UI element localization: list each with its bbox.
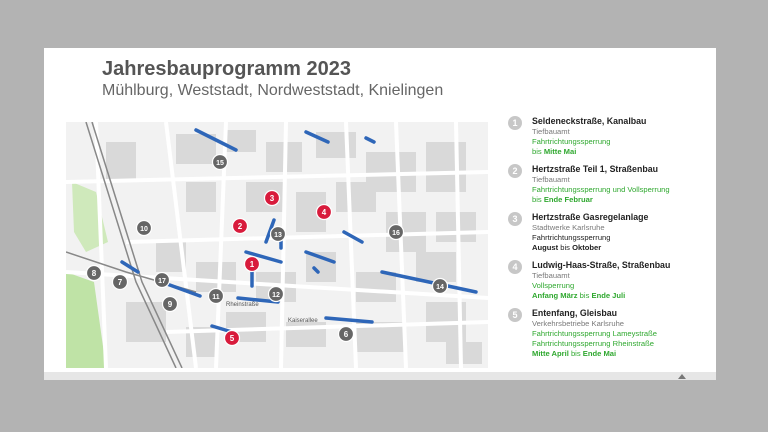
legend-date-mid: bis <box>568 349 583 358</box>
map-marker-15 <box>213 155 228 170</box>
map-marker-label: 14 <box>436 284 444 291</box>
construction-map <box>66 122 488 368</box>
legend-title: Ludwig-Haas-Straße, Straßenbau <box>532 260 671 270</box>
map-marker-label: 5 <box>229 334 235 343</box>
legend-closure-2: Fahrtrichtungssperrung Rheinstraße <box>532 339 654 348</box>
legend-org: Tiefbauamt <box>532 175 570 184</box>
map-marker-6 <box>339 327 354 342</box>
legend-date-start: Anfang März <box>532 291 578 300</box>
legend-date-mid: bis <box>577 291 592 300</box>
map-marker-label: 16 <box>392 230 400 237</box>
legend-date-end: Mitte Mai <box>543 147 577 156</box>
map-marker-4 <box>317 205 332 220</box>
map-marker-8 <box>87 266 102 281</box>
legend-title: Entenfang, Gleisbau <box>532 308 618 318</box>
legend-title: Hertzstraße Gasregelanlage <box>532 212 649 222</box>
legend-closure: Vollsperrung <box>532 281 575 290</box>
legend-date-prefix: bis <box>532 147 544 156</box>
legend-date-end: Ende Juli <box>591 291 626 300</box>
scroll-up-icon[interactable] <box>678 374 686 379</box>
presentation-slide <box>44 48 716 378</box>
legend-closure: Fahrtrichtungssperrung <box>532 233 611 242</box>
map-marker-label: 6 <box>343 330 349 339</box>
legend-date-end: Oktober <box>572 243 602 252</box>
street-label-kaiserallee: Kaiserallee <box>288 318 318 324</box>
map-marker-9 <box>163 297 178 312</box>
map-marker-label: 2 <box>237 222 243 231</box>
legend-closure: Fahrtrichtungssperrung <box>532 137 611 146</box>
map-marker-label: 3 <box>269 194 275 203</box>
legend-number: 1 <box>508 116 522 130</box>
map-marker-17 <box>155 273 170 288</box>
map-marker-label: 15 <box>216 160 224 167</box>
map-marker-label: 1 <box>249 260 255 269</box>
map-marker-11 <box>209 289 224 304</box>
map-marker-2 <box>233 219 248 234</box>
map-marker-12 <box>269 287 284 302</box>
legend-closure: Fahrtrichtungssperrung Lameystraße <box>532 329 657 338</box>
legend-date-start: Mitte April <box>532 349 569 358</box>
map-marker-7 <box>113 275 128 290</box>
map-marker-5 <box>225 331 240 346</box>
legend-title: Seldeneckstraße, Kanalbau <box>532 116 647 126</box>
legend-number: 5 <box>508 308 522 322</box>
map-marker-label: 10 <box>140 226 148 233</box>
map-marker-label: 13 <box>274 232 282 239</box>
legend-date-prefix: bis <box>532 195 544 204</box>
map-graphic <box>66 122 488 368</box>
legend-date-end: Ende Februar <box>543 195 593 204</box>
map-marker-label: 8 <box>91 269 97 278</box>
legend-date-end: Ende Mai <box>582 349 617 358</box>
legend-closure: Fahrtrichtungssperrung und Vollsperrung <box>532 185 670 194</box>
slide-subtitle: Mühlburg, Weststadt, Nordweststadt, Knielingen <box>102 82 444 99</box>
slide-title: Jahresbauprogramm 2023 <box>102 58 352 80</box>
map-marker-1 <box>245 257 260 272</box>
map-marker-13 <box>271 227 286 242</box>
legend-number: 3 <box>508 212 522 226</box>
legend-title: Hertzstraße Teil 1, Straßenbau <box>532 164 658 174</box>
map-marker-label: 7 <box>117 278 123 287</box>
map-marker-label: 11 <box>212 294 220 301</box>
legend-org: Tiefbauamt <box>532 127 570 136</box>
legend-org: Stadtwerke Karlsruhe <box>532 223 605 232</box>
map-marker-label: 4 <box>321 208 327 217</box>
street-label-rheinstrasse: Rheinstraße <box>226 302 259 308</box>
map-marker-label: 17 <box>158 278 166 285</box>
legend-number: 4 <box>508 260 522 274</box>
map-marker-3 <box>265 191 280 206</box>
legend-org: Tiefbauamt <box>532 271 570 280</box>
map-marker-label: 9 <box>167 300 173 309</box>
map-marker-10 <box>137 221 152 236</box>
slide-bottom-bar <box>44 372 716 380</box>
map-marker-label: 12 <box>272 292 280 299</box>
legend-date-start: August <box>532 243 559 252</box>
map-marker-16 <box>389 225 404 240</box>
legend-date-mid: bis <box>558 243 573 252</box>
legend-number: 2 <box>508 164 522 178</box>
map-marker-14 <box>433 279 448 294</box>
legend-org: Verkehrsbetriebe Karlsruhe <box>532 319 625 328</box>
